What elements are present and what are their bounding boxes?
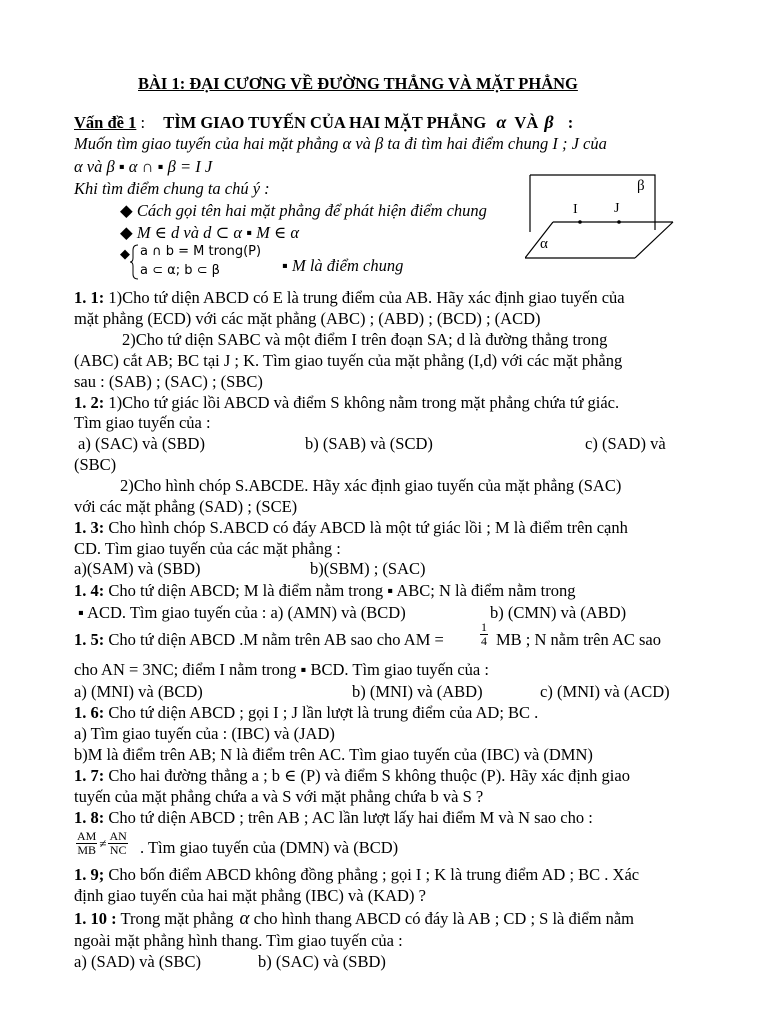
exercise-line: 1. 3: Cho hình chóp S.ABCD có đáy ABCD là một tứ giác lồi ; M là điểm trên cạnh <box>74 518 628 537</box>
bullet-diamond-icon: ◆ <box>120 246 130 261</box>
exercise-line: 1. 7: Cho hai đường thẳng a ; b ∈ (P) và điểm S không thuộc (P). Hãy xác định giao <box>74 766 630 785</box>
page-title: BÀI 1: ĐẠI CƯƠNG VỀ ĐƯỜNG THẲNG VÀ MẶT PHẲNG <box>138 74 578 93</box>
figure-point-j: J <box>614 201 620 216</box>
intro-bullet-2: ◆ M ∈ d và d ⊂ α ▪ M ∈ α <box>120 223 300 242</box>
exercise-line: (SBC) <box>74 455 117 474</box>
exercise-line: mặt phẳng (ECD) với các mặt phẳng (ABC) ; (ABD) ; (BCD) ; (ACD) <box>74 309 541 328</box>
planes-figure <box>525 170 675 270</box>
section-end: : <box>567 113 574 132</box>
exercise-line: ngoài mặt phẳng hình thang. Tìm giao tuyến của : <box>74 931 403 950</box>
exercise-line: a) (SAD) và (SBC) <box>74 952 201 971</box>
exercise-line: 1. 6: Cho tứ diện ABCD ; gọi I ; J lần lượt là trung điểm của AD; BC . <box>74 703 539 722</box>
exercise-line: 1. 10 : Trong mặt phẳng α cho hình thang ABCD có đáy là AB ; CD ; S là điểm nằm <box>74 908 635 929</box>
exercise-line: a) (SAC) và (SBD) <box>78 434 205 453</box>
fraction-one-quarter: $\frac{1}{4}$ <box>481 620 487 648</box>
exercise-line: 1. 4: Cho tứ diện ABCD; M là điểm nằm trong ▪ ABC; N là điểm nằm trong <box>74 581 576 600</box>
section-heading <box>74 112 573 133</box>
figure-alpha-label: α <box>540 236 548 252</box>
exercise-line: a) (MNI) và (BCD) <box>74 682 203 701</box>
exercise-line: định giao tuyến của hai mặt phẳng (IBC) và (KAD) ? <box>74 886 426 905</box>
intro-line-2: α và β ▪ α ∩ ▪ β = I J <box>74 157 213 176</box>
exercise-line: cho AN = 3NC; điểm I nằm trong ▪ BCD. Tìm giao tuyến của : <box>74 660 489 679</box>
exercise-line: a)(SAM) và (SBD) <box>74 559 201 578</box>
intro-line-3: Khi tìm điểm chung ta chú ý : <box>74 179 270 198</box>
system-line-1: a ∩ b = M trong(P) <box>140 244 262 259</box>
section-alpha: α <box>496 112 507 132</box>
exercise-line: với các mặt phẳng (SAD) ; (SCE) <box>74 497 298 516</box>
exercise-line: b) (CMN) và (ABD) <box>490 603 627 622</box>
exercise-line: 2)Cho tứ diện SABC và một điểm I trên đoạn SA; d là đường thẳng trong <box>122 330 608 349</box>
exercise-line: (ABC) cắt AB; BC tại J ; K. Tìm giao tuyến của mặt phẳng (I,d) với các mặt phẳng <box>74 351 623 370</box>
exercise-line: CD. Tìm giao tuyến của các mặt phẳng : <box>74 539 341 558</box>
exercise-line: 1. 9; Cho bốn điểm ABCD không đồng phẳng ; gọi I ; K là trung điểm AD ; BC . Xác <box>74 865 640 884</box>
exercise-line: b) (SAC) và (SBD) <box>258 952 386 971</box>
exercise-line: a) Tìm giao tuyến của : (IBC) và (JAD) <box>74 724 335 743</box>
section-title: TÌM GIAO TUYẾN CỦA HAI MẶT PHẲNG <box>163 113 487 132</box>
intro-bullet-3 <box>120 244 130 264</box>
exercise-line: MB ; N nằm trên AC sao <box>496 630 661 649</box>
intro-bullet-1: ◆ Cách gọi tên hai mặt phẳng để phát hiện điểm chung <box>120 201 487 220</box>
exercise-line: b)(SBM) ; (SAC) <box>310 559 426 578</box>
exercise-line: b) (MNI) và (ABD) <box>352 682 483 701</box>
exercise-line: b)M là điểm trên AB; N là điểm trên AC. Tìm giao tuyến của (IBC) và (DMN) <box>74 745 593 764</box>
section-label: Vấn đề 1 <box>74 113 137 132</box>
exercise-line: tuyến của mặt phẳng chứa a và S với mặt phẳng chứa b và S ? <box>74 787 484 806</box>
section-colon: : <box>136 113 146 132</box>
intro-bullet-3-tail: ▪ M là điểm chung <box>282 256 404 275</box>
figure-beta-label: β <box>637 178 645 194</box>
exercise-line: b) (SAB) và (SCD) <box>305 434 433 453</box>
exercise-line: 1. 1: 1)Cho tứ diện ABCD có E là trung điểm của AB. Hãy xác định giao tuyến của <box>74 288 625 307</box>
exercise-line: sau : (SAB) ; (SAC) ; (SBC) <box>74 372 263 391</box>
exercise-line: c) (MNI) và (ACD) <box>540 682 670 701</box>
exercise-line: . Tìm giao tuyến của (DMN) và (BCD) <box>140 838 399 857</box>
figure-point-i: I <box>573 202 578 217</box>
exercise-line: 1. 2: 1)Cho tứ giác lồi ABCD và điểm S không nằm trong mặt phẳng chứa tứ giác. <box>74 393 620 412</box>
system-brace-icon <box>130 244 140 280</box>
fraction-ratio: $\frac{AM}{MB}$ ≠ $\frac{AN}{NC}$ <box>77 829 127 857</box>
section-and: VÀ <box>514 113 539 132</box>
exercise-line: 1. 8: Cho tứ diện ABCD ; trên AB ; AC lần lượt lấy hai điểm M và N sao cho : <box>74 808 593 827</box>
exercise-line: Tìm giao tuyến của : <box>74 413 211 432</box>
exercise-line: 1. 5: Cho tứ diện ABCD .M nằm trên AB sao cho AM = <box>74 630 444 649</box>
exercise-line: c) (SAD) và <box>585 434 666 453</box>
exercise-line: 2)Cho hình chóp S.ABCDE. Hãy xác định giao tuyến của mặt phẳng (SAC) <box>120 476 622 495</box>
system-line-2: a ⊂ α; b ⊂ β <box>140 263 220 278</box>
section-beta: β <box>544 112 554 132</box>
intro-line-1: Muốn tìm giao tuyến của hai mặt phẳng α và β ta đi tìm hai điểm chung I ; J của <box>74 134 607 153</box>
exercise-line: ▪ ACD. Tìm giao tuyến của : a) (AMN) và (BCD) <box>78 603 406 622</box>
